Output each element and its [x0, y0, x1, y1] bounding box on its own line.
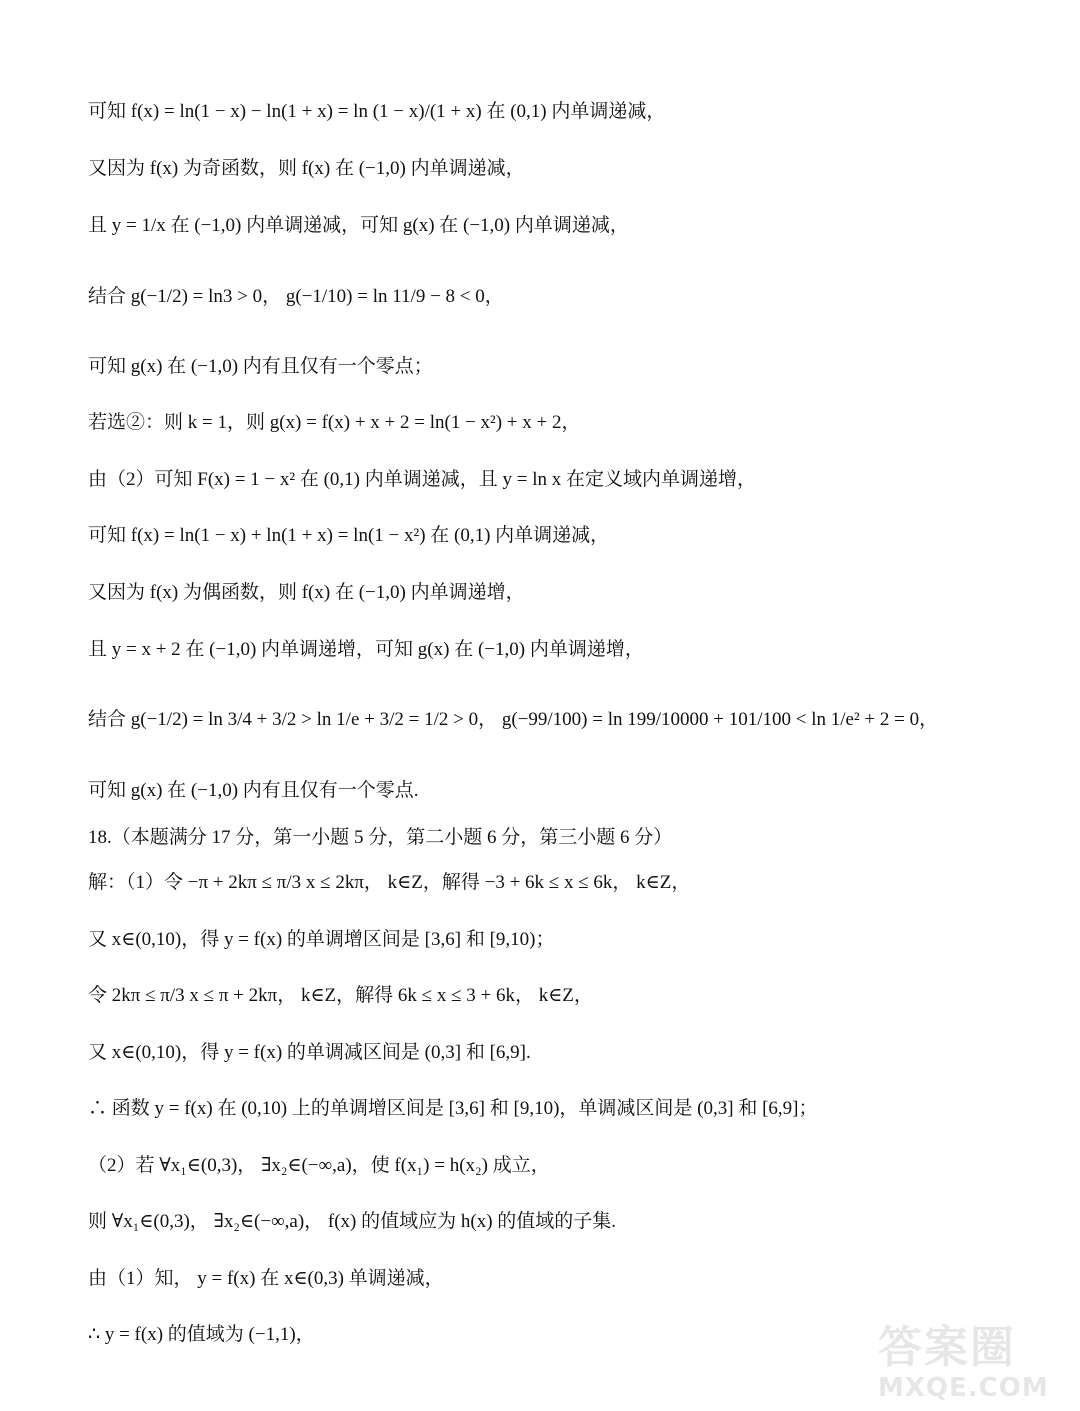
text-line-10: 且 y = x + 2 在 (−1,0) 内单调递增，可知 g(x) 在 (−1,0) 内单调递增， [88, 639, 644, 660]
text-line-15: 又 x∈(0,10)，得 y = f(x) 的单调增区间是 [3,6] 和 [9,10)； [88, 929, 555, 950]
watermark-logo: 答案圈 [878, 1322, 1016, 1373]
text-line-9: 又因为 f(x) 为偶函数，则 f(x) 在 (−1,0) 内单调递增， [88, 582, 525, 603]
text-line-2: 又因为 f(x) 为奇函数，则 f(x) 在 (−1,0) 内单调递减， [88, 158, 525, 179]
text-line-19: （2）若 ∀x₁∈(0,3)， ∃x₂∈(−∞,a)，使 f(x₁) = h(x₂) 成立， [88, 1155, 550, 1176]
text-line-6: 若选②：则 k = 1，则 g(x) = f(x) + x + 2 = ln(1 − x²) + x + 2， [88, 412, 581, 433]
text-line-7: 由（2）可知 F(x) = 1 − x² 在 (0,1) 内单调递减，且 y = ln x 在定义域内单调递增， [88, 469, 756, 490]
question-18-header: 18.（本题满分 17 分，第一小题 5 分，第二小题 6 分，第三小题 6 分） [88, 827, 673, 848]
text-line-12: 可知 g(x) 在 (−1,0) 内有且仅有一个零点. [88, 780, 419, 801]
text-line-8: 可知 f(x) = ln(1 − x) + ln(1 + x) = ln(1 − x²) 在 (0,1) 内单调递减， [88, 525, 610, 546]
text-line-1: 可知 f(x) = ln(1 − x) − ln(1 + x) = ln (1 − x)/(1 + x) 在 (0,1) 内单调递减， [88, 101, 666, 122]
text-line-22: ∴ y = f(x) 的值域为 (−1,1)， [88, 1324, 315, 1345]
text-line-11: 结合 g(−1/2) = ln 3/4 + 3/2 > ln 1/e + 3/2 = 1/2 > 0， g(−99/100) = ln 199/10000 + 101/100 < ln 1/e² + 2 = 0， [88, 709, 939, 730]
watermark [878, 1311, 1058, 1403]
text-line-21: 由（1）知， y = f(x) 在 x∈(0,3) 单调递减， [88, 1268, 444, 1289]
text-line-4: 结合 g(−1/2) = ln3 > 0， g(−1/10) = ln 11/9 − 8 < 0， [88, 286, 504, 307]
text-line-3: 且 y = 1/x 在 (−1,0) 内单调递减，可知 g(x) 在 (−1,0) 内单调递减， [88, 215, 629, 236]
watermark-site: MXQE.COM [878, 1373, 1049, 1403]
text-line-18: ∴ 函数 y = f(x) 在 (0,10) 上的单调增区间是 [3,6] 和 [9,10)，单调减区间是 (0,3] 和 [6,9]； [88, 1098, 818, 1119]
text-line-20: 则 ∀x₁∈(0,3)， ∃x₂∈(−∞,a)， f(x) 的值域应为 h(x) 的值域的子集. [88, 1211, 617, 1232]
text-line-17: 又 x∈(0,10)，得 y = f(x) 的单调减区间是 (0,3] 和 [6,9]. [88, 1042, 531, 1063]
text-line-14: 解：（1）令 −π + 2kπ ≤ π/3 x ≤ 2kπ， k∈Z，解得 −3 + 6k ≤ x ≤ 6k， k∈Z， [88, 872, 691, 893]
text-line-16: 令 2kπ ≤ π/3 x ≤ π + 2kπ， k∈Z，解得 6k ≤ x ≤ 3 + 6k， k∈Z， [88, 985, 593, 1006]
text-line-5: 可知 g(x) 在 (−1,0) 内有且仅有一个零点； [88, 356, 433, 377]
